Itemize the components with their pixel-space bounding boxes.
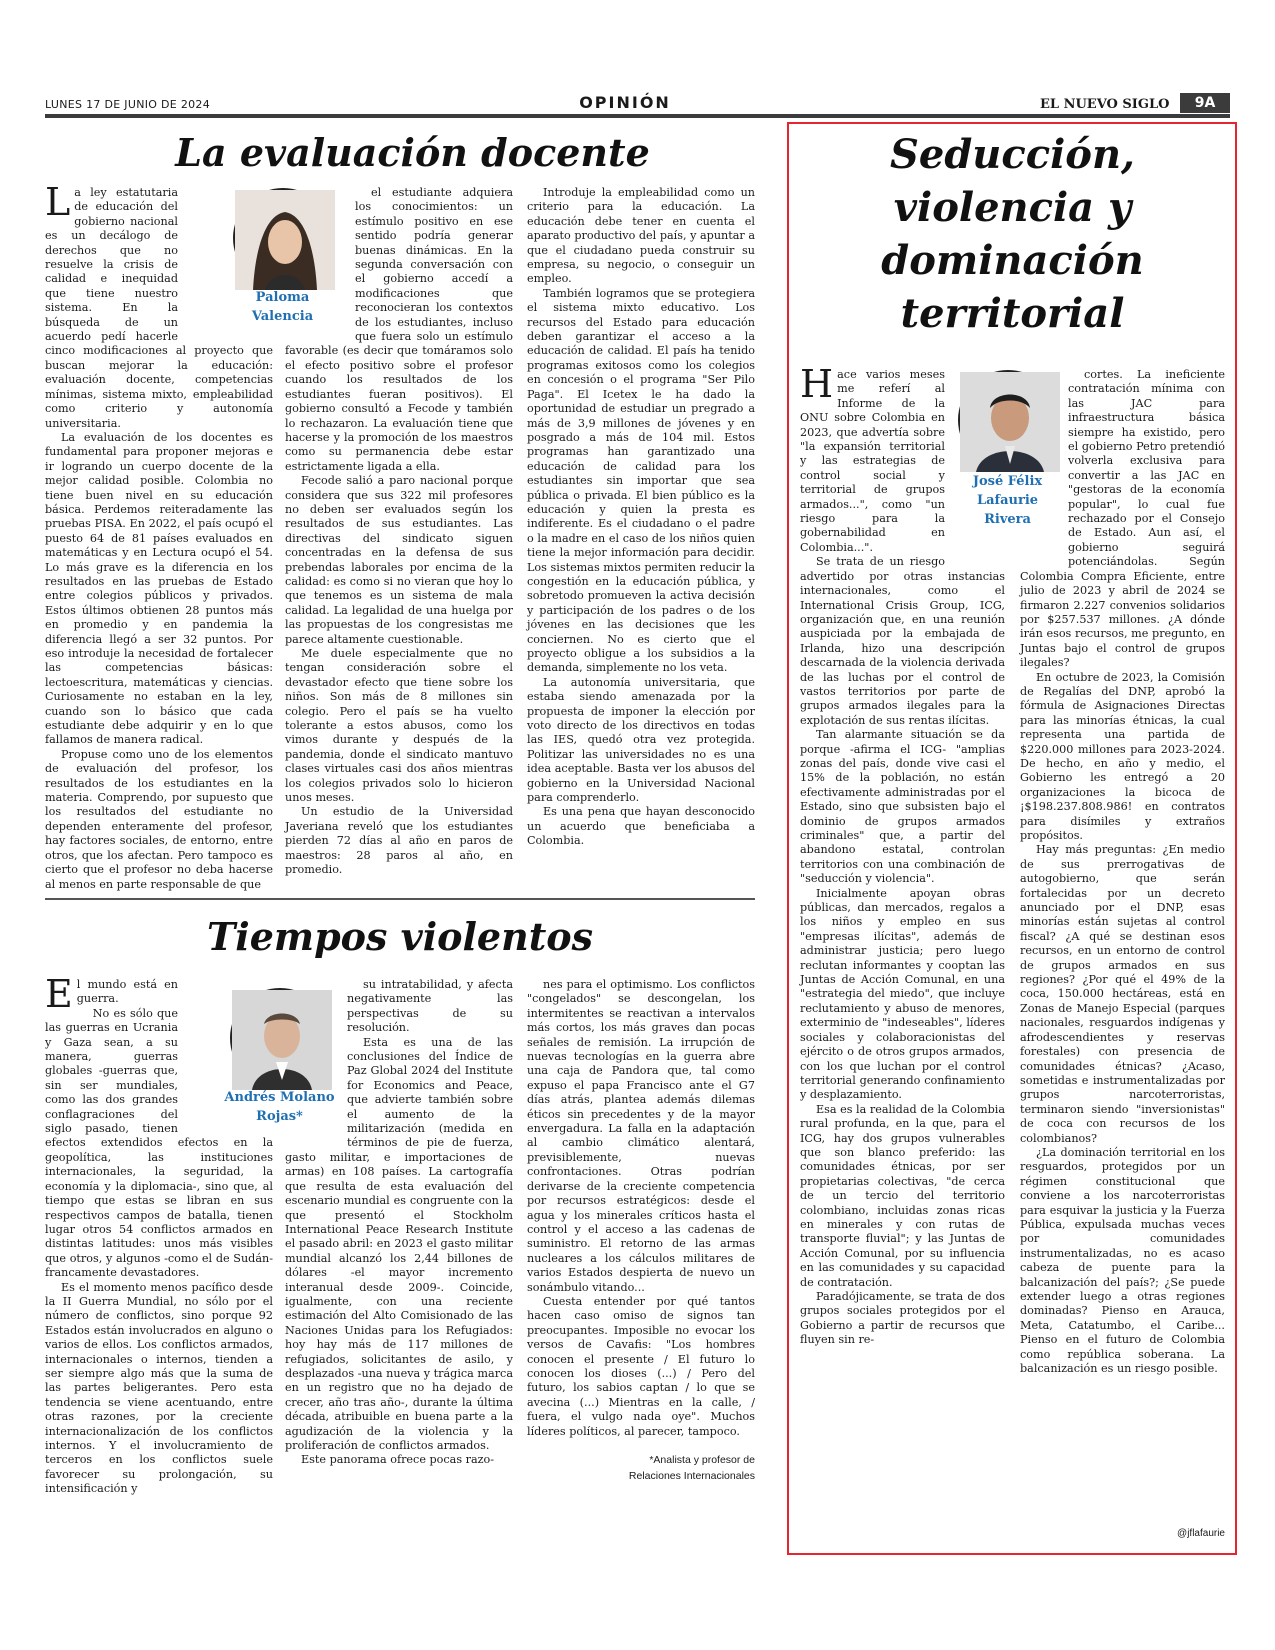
paragraph: ¿La dominación territorial en los resguardos, protegidos por un régimen constitucional que conviene a los narcoterroristas para esquivar la justicia y la Fuerza Pública, expulsada muchas veces por comunidades instrumentalizadas, no es acaso cabeza de puente para la balcanización del país?; ¿Se puede extender luego a otras regiones dominadas? Pienso en Arauca, Meta, Catatumbo, el Caribe... Pienso en el futuro de Colombia como república soberana. La balcanización es un riesgo posible. bbox=[1020, 1145, 1225, 1376]
paragraph: el estudiante adquiera los conocimientos: un estímulo positivo en ese sentido podría generar buenas dinámicas. En la segunda conversación con el gobierno accedí a modificaciones que reconocieran los contextos de los estudiantes, incluso que fuera solo un estímulo favorable (es decir que tomáramos solo el efecto positivo sobre el profesor cuando los resultados de los estudiantes fueran positivos). El gobierno consultó a Fecode y también lo rechazaron. La evaluación tiene que hacerse y la promoción de los maestros como su permanencia debe estar estrictamente ligada a ella. bbox=[285, 186, 513, 473]
paragraph: En octubre de 2023, la Comisión de Regalías del DNP, aprobó la fórmula de Asignaciones Directas para las minorías étnicas, la cual representa una partida de $220.000 millones para 2023-2024. De hecho, en año y medio, el Gobierno les entregó a 20 organizaciones la bicoca de ¡$198.237.808.986! en contratos para disímiles y extraños propósitos. bbox=[1020, 670, 1225, 842]
publication-name: EL NUEVO SIGLO bbox=[1040, 97, 1170, 112]
paragraph: nes para el optimismo. Los conflictos "congelados" se descongelan, los intermitentes se reactivan a intervalos más cortos, los más graves dan pocas señales de remisión. La irrupción de nuevas tecnologías en la guerra abre una caja de Pandora que, tal como expuso el papa Francisco ante el G7 días atrás, plantea además dilemas éticos sin precedentes y de la mayor envergadura. La falla en la adaptación al cambio climático alentará, previsiblemente, nuevas confrontaciones. Otras podrían derivarse de la creciente competencia por recursos estratégicos: desde el agua y los minerales críticos hasta el control y el acceso a las cadenas de suministro. El retorno de las armas nucleares a los cálculos militares de varios Estados despierta de nuevo un sonámbulo vitando... bbox=[527, 978, 755, 1294]
article2-column-1 bbox=[45, 972, 273, 1503]
author-name-line: Andrés Molano bbox=[224, 1090, 335, 1105]
article2-column-2 bbox=[285, 978, 513, 1503]
title-line: Seducción, bbox=[890, 131, 1135, 178]
paragraph: cortes. La ineficiente contratación mínima con las JAC para infraestructura básica siempre ha existido, pero el gobierno Petro pretendió volverla exclusiva para convertir a las JAC en "gestoras de la economía popular", lo cual fue rechazado por el Consejo de Estado. Aun así, el gobierno seguirá potenciándolas. Según Colombia Compra Eficiente, entre julio de 2023 y abril de 2024 se firmaron 2.227 convenios solidarios por $257.537 millones. ¿A dónde irán esos recursos, me pregunto, en Juntas bajo el control de grupos ilegales? bbox=[1020, 368, 1225, 670]
drop-cap: H bbox=[800, 362, 834, 406]
paragraph: Paradójicamente, se trata de dos grupos sociales protegidos por el Gobierno a partir de recursos que fluyen sin re- bbox=[800, 1290, 1005, 1347]
article-title-tiempos: Tiempos violentos bbox=[206, 914, 594, 959]
title-line: violencia y bbox=[893, 184, 1132, 231]
article-title-evaluacion: La evaluación docente bbox=[175, 130, 650, 175]
page-number: 9A bbox=[1180, 93, 1230, 113]
paragraph: No es sólo que las guerras en Ucrania y Gaza sean, a su manera, guerras globales -guerras que, sin ser mundiales, como las dos grandes conflagraciones del siglo pasado, tienen efectos extendidos efectos en la geopolítica, las instituciones internacionales, la seguridad, la economía y la diplomacia-, sino que, al tiempo que estas se libran en sus respectivos campos de batalla, tienen lugar otros 54 conflictos armados en distintas latitudes: unos más visibles que otros, y algunos -como el de Sudán- francamente devastadores. bbox=[45, 1006, 273, 1280]
article3-column-1 bbox=[800, 362, 1005, 1523]
paragraph: Inicialmente apoyan obras públicas, dan mercados, regalos a los niños y empleo en sus "empresas ilícitas", además de administrar justicia; pero luego reclutan informantes y cooptan las Juntas de Acción Comunal, en una "estrategia del miedo", que incluye reclutamiento y abuso de menores, exterminio de "indeseables", líderes sociales y colaboracionistas del ejército o de otros grupos armados, con los que luchan por el control territorial generando confinamiento y desplazamiento. bbox=[800, 886, 1005, 1102]
article1-column-3 bbox=[527, 186, 755, 876]
paragraph: Propuse como uno de los elementos de evaluación del profesor, los resultados de los estudiantes en la materia. Comprendo, por supuesto que los resultados del estudiante no dependen enteramente del profesor, hay factores sociales, de entorno, entre otros, que los afectan. Pero tampoco es cierto que el profesor no deba hacerse al menos en parte responsable de que bbox=[45, 747, 273, 891]
header-rule bbox=[45, 114, 1230, 118]
article-title-seduccion bbox=[795, 128, 1230, 348]
paragraph: Este panorama ofrece pocas razo- bbox=[301, 1453, 495, 1467]
paragraph: Se trata de un riesgo advertido por otras instancias internacionales, como el International Crisis Group, ICG, organización que, en una reunión auspiciada por la embajada de Irlanda, hizo una descripción descarnada de la violencia derivada de las luchas por el control de vastos territorios por parte de grupos armados ilegales para la explotación de sus rentas ilícitas. bbox=[800, 555, 1005, 727]
paragraph: También logramos que se protegiera el sistema mixto educativo. Los recursos del Estado para educación deben garantizar el acceso a la educación de calidad. El país ha tenido programas exitosos como los colegios en concesión o el programa "Ser Pilo Paga". El Icetex le ha dado la oportunidad de estudiar un pregrado a más de 3,9 millones de jóvenes y en posgrado a más de 104 mil. Estos programas han garantizado una educación de calidad para los estudiantes sin importar que sea pública o privada. El bien público es la educación y quien la presta es indiferente. Es el ciudadano o el padre o la madre en el caso de los niños quien tiene la mejor información para decidir. Los sistemas mixtos permiten reducir la congestión en la educación pública, y sobretodo promueven la activa decisión y participación de los padres o de los jóvenes en las decisiones que les conciernen. No es cierto que el proyecto obligue a los subsidios a la demanda, simplemente no los veta. bbox=[527, 286, 755, 675]
author-name-line: Rojas* bbox=[256, 1109, 303, 1124]
footnote-line: *Analista y profesor de bbox=[649, 1454, 755, 1466]
paragraph: Es una pena que hayan desconocido un acuerdo que beneficiaba a Colombia. bbox=[527, 805, 755, 848]
edition-date: LUNES 17 DE JUNIO DE 2024 bbox=[45, 98, 211, 111]
paragraph: Cuesta entender por qué tantos hacen caso omiso de signos tan preocupantes. Imposible no evocar los versos de Cavafis: "Los hombres conocen el presente / El futuro lo conocen los dioses (...) / Pero del futuro, los sabios captan / lo que se avecina (...) Mientras en la calle, / fuera, el vulgo nada oye". Muchos líderes políticos, al parecer, tampoco. bbox=[527, 1294, 755, 1438]
drop-cap: E bbox=[45, 972, 73, 1016]
drop-cap: L bbox=[45, 180, 71, 224]
author-name-line: Rivera bbox=[984, 512, 1031, 527]
author-name-line: Valencia bbox=[251, 309, 314, 324]
author-name-line: José Félix bbox=[972, 474, 1043, 489]
photo-space bbox=[1020, 368, 1068, 558]
section-title: OPINIÓN bbox=[579, 93, 671, 112]
article1-column-2 bbox=[285, 186, 513, 876]
photo-space bbox=[285, 978, 347, 1138]
paragraph: Tan alarmante situación se da porque -afirma el ICG- "amplias zonas del país, donde vive casi el 15% de la población, no están efectivamente administradas por el Estado, sino que subsisten bajo el dominio de grupos armados criminales" que, a partir del abandono estatal, controlan territorios con una combinación de "seducción y violencia". bbox=[800, 728, 1005, 886]
paragraph-text: l mundo está en guerra. bbox=[76, 978, 178, 1006]
author-handle: @jflafaurie bbox=[1177, 1528, 1225, 1539]
article-divider bbox=[45, 898, 755, 900]
photo-space bbox=[285, 186, 355, 341]
paragraph: La autonomía universitaria, que estaba siendo amenazada por la propuesta de imponer la elección por voto directo de los directivos en todas las IES, quedó otra vez protegida. Politizar las universidades no es una idea aceptable. Basta ver los abusos del gobierno en la Universidad Nacional para comprenderlo. bbox=[527, 675, 755, 805]
paragraph-text: ace varios meses me referí al Informe de la ONU sobre Colombia en 2023, que advertía sobre "la expansión territorial y las estrategias de control social y territorial de grupos armados...", como "un riesgo para la gobernabilidad en Colombia...". bbox=[800, 368, 945, 554]
title-line: dominación bbox=[881, 237, 1144, 284]
paragraph: La evaluación de los docentes es fundamental para proponer mejoras e ir logrando un cuerpo docente de la mejor calidad posible. Colombia no tiene buen nivel en su educación básica. Perdemos reiteradamente las pruebas PISA. En 2022, el país ocupó el puesto 64 de 81 países evaluados en matemáticas y en Lectura ocupó el 54. Lo más grave es la diferencia en los resultados en las pruebas de Estado entre colegios públicos y privados. Estos últimos obtienen 28 puntos más en promedio y en pandemia la diferencia llegó a ser 32 puntos. Por eso introduje la necesidad de fortalecer las competencias básicas: lectoescritura, matemáticas y ciencias. Curiosamente no estaban en la ley, cuando son lo básico que cada estudiante debe adquirir y en lo que fallamos de manera radical. bbox=[45, 430, 273, 747]
author-name-line: Lafaurie bbox=[976, 493, 1039, 508]
paragraph: Esa es la realidad de la Colombia rural profunda, en la que, para el ICG, hay dos grupos vulnerables que son blanco preferido: las comunidades étnicas, por ser propietarias colectivas, "de cerca de un tercio del territorio colombiano, incluidas zonas ricas en minerales y con rutas de transporte fluvial"; y las Juntas de Acción Comunal, por su influencia en las comunidades y su capacidad de contratación. bbox=[800, 1102, 1005, 1289]
author-footnote bbox=[527, 1452, 755, 1486]
paragraph: Fecode salió a paro nacional porque considera que sus 322 mil profesores no deben ser evaluados según los resultados de sus estudiantes. Las directivas del sindicato siguen concentradas en la defensa de sus prebendas laborales por encima de la calidad: es como si no vieran que hoy lo que tenemos es un sistema de mala calidad. La legalidad de una huelga por las propuestas de los congresistas me parece altamente cuestionable. bbox=[285, 474, 513, 646]
paragraph: Hay más preguntas: ¿En medio de sus prerrogativas de autogobierno, que serán fortalecidas por un decreto anunciado por el DNP, esas minorías están sujetas al control fiscal? ¿A qué se destinan esos recursos, en un entorno de control de grupos armados en sus regiones? ¿Por qué el 49% de la coca, 150.000 hectáreas, está en Zonas de Manejo Especial (parques nacionales, resguardos indígenas y afrodescendientes y reservas forestales) con presencia de comunidades étnicas? ¿Acaso, sometidas e instrumentalizadas por grupos narcoterroristas, terminaron siendo "inversionistas" de coca con recursos de los colombianos? bbox=[1020, 843, 1225, 1145]
paragraph: Me duele especialmente que no tengan consideración sobre el devastador efecto que tiene sobre los niños. Son más de 8 millones sin colegio. Pero el país se ha vuelto tolerante a estos abusos, como los vimos durante y después de la pandemia, donde el sindicato mantuvo clases virtuales casi dos años mientras los colegios privados solo lo hicieron unos meses. bbox=[285, 647, 513, 805]
paragraph: Esta es una de las conclusiones del Índice de Paz Global 2024 del Institute for Economics and Peace, que advierte también sobre el aumento de la militarización (medida en términos de pie de fuerza, gasto militar, e importaciones de armas) en 108 países. La cartografía que resulta de esta evaluación del escenario mundial es congruente con la que presentó el Stockholm International Peace Research Institute el pasado abril: en 2023 el gasto militar mundial alcanzó los 2,44 billones de dólares -el mayor incremento interanual desde 2009-. Coincide, igualmente, con una reciente estimación del Alto Comisionado de las Naciones Unidas para los Refugiados: hoy hay más de 117 millones de refugiados, solicitantes de asilo, y desplazados -una nueva y trágica marca en un registro que no ha dejado de crecer, año tras año-, durante la última década, atribuible en buena parte a la agudización de la violencia y la proliferación de conflictos armados. bbox=[285, 1035, 513, 1452]
paragraph: Introduje la empleabilidad como un criterio para la educación. La educación debe tener en cuenta el aparato productivo del país, y apuntar a que el ciudadano pueda construir su empresa, su negocio, o conseguir un empleo. bbox=[527, 186, 755, 286]
article3-column-2 bbox=[1020, 368, 1225, 1523]
article1-column-1 bbox=[45, 180, 273, 891]
photo-space bbox=[178, 186, 273, 334]
paragraph: su intratabilidad, y afecta negativamente las perspectivas de su resolución. bbox=[347, 978, 513, 1035]
author-name-line: Paloma bbox=[255, 290, 310, 305]
paragraph: Un estudio de la Universidad Javeriana reveló que los estudiantes pierden 72 días al año en paros de maestros: 28 paros al año, en promedio. bbox=[285, 805, 513, 877]
title-line: territorial bbox=[900, 290, 1125, 337]
footnote-line: Relaciones Internacionales bbox=[628, 1470, 755, 1482]
photo-space bbox=[178, 978, 273, 1128]
photo-space bbox=[945, 368, 1005, 558]
paragraph: Es el momento menos pacífico desde la II Guerra Mundial, no sólo por el número de conflictos, sino porque 92 Estados están involucrados en alguno o varios de ellos. Los conflictos armados, internacionales o internos, tienden a ser siempre algo más que la suma de las partes beligerantes. Pero esta tendencia se viene acentuando, entre otras razones, por la creciente internacionalización de los conflictos internos. Y el involucramiento de terceros en los conflictos suele favorecer su prolongación, su intensificación y bbox=[45, 1280, 273, 1496]
paragraph-text: a ley estatutaria de educación del gobierno nacional es un decálogo de derechos que no resuelve la crisis de calidad e inequidad que tiene nuestro sistema. En la búsqueda de un acuerdo pedí hacerle cinco modificaciones al proyecto que buscan mejorar la educación: evaluación docente, competencias mínimas, sistema mixto, empleabilidad como criterio y autonomía universitaria. bbox=[45, 186, 273, 430]
article2-column-3 bbox=[527, 978, 755, 1448]
